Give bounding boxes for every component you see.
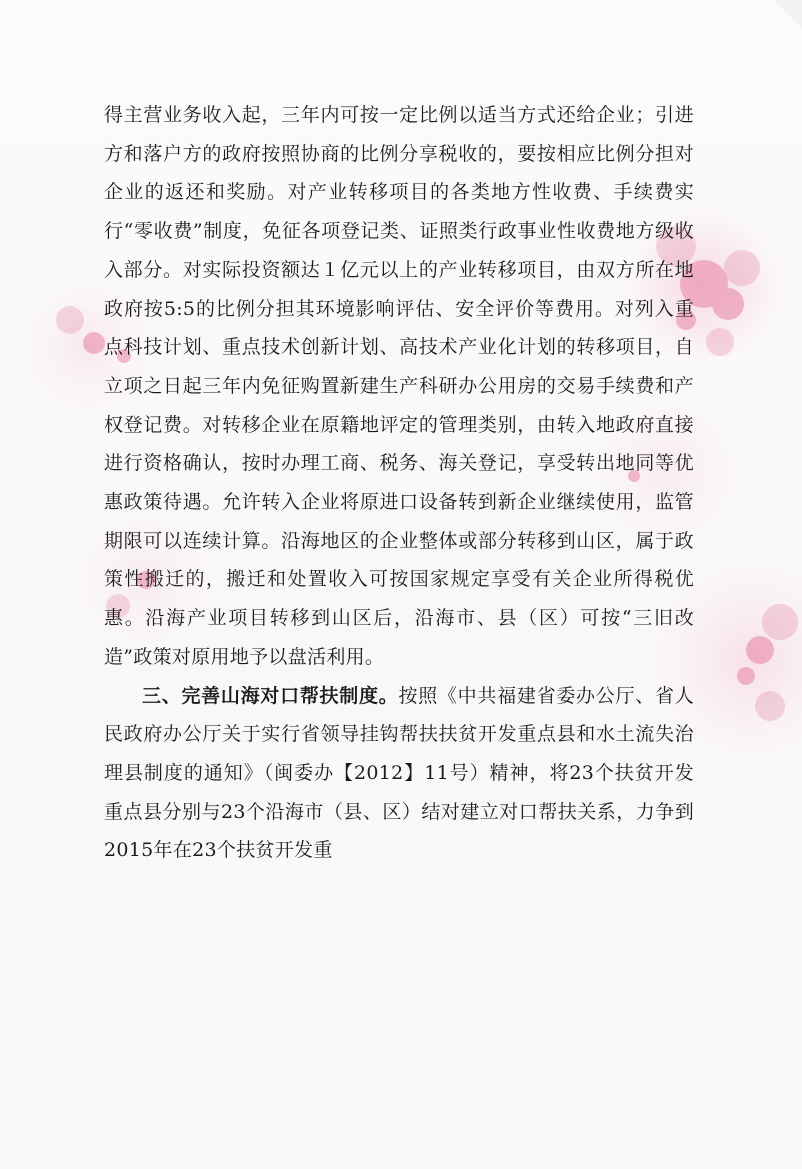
section-body-text: 按照《中共福建省委办公厅、省人民政府办公厅关于实行省领导挂钩帮扶扶贫开发重点县和水土流失治理县制度的通知》（闽委办【2012】11号）精神，将23个扶贫开发重点县分别与23个沿海市（县、区）结对建立对口帮扶关系，力争到2015年在23个扶贫开发重 [104, 684, 694, 862]
paragraph-policy-details: 得主营业务收入起，三年内可按一定比例以适当方式还给企业；引进方和落户方的政府按照协商的比例分享税收的，要按相应比例分担对企业的返还和奖励。对产业转移项目的各类地方性收费、手续费实行“零收费”制度，免征各项登记类、证照类行政事业性收费地方级收入部分。对实际投资额达１亿元以上的产业转移项目，由双方所在地政府按5:5的比例分担其环境影响评估、安全评价等费用。对列入重点科技计划、重点技术创新计划、高技术产业化计划的转移项目，自立项之日起三年内免征购置新建生产科研办公用房的交易手续费和产权登记费。对转移企业在原籍地评定的管理类别，由转入地政府直接进行资格确认，按时办理工商、税务、海关登记，享受转出地同等优惠政策待遇。允许转入企业将原进口设备转到新企业继续使用，监管期限可以连续计算。沿海地区的企业整体或部分转移到山区，属于政策性搬迁的，搬迁和处置收入可按国家规定享受有关企业所得税优惠。沿海产业项目转移到山区后，沿海市、县（区）可按“三旧改造”政策对原用地予以盘活利用。 [104, 104, 694, 668]
section-heading-inline: 三、完善山海对口帮扶制度。 [142, 684, 399, 707]
document-body [104, 96, 694, 870]
paragraph-support-system [104, 677, 694, 871]
page-corner-fold [774, 0, 802, 28]
